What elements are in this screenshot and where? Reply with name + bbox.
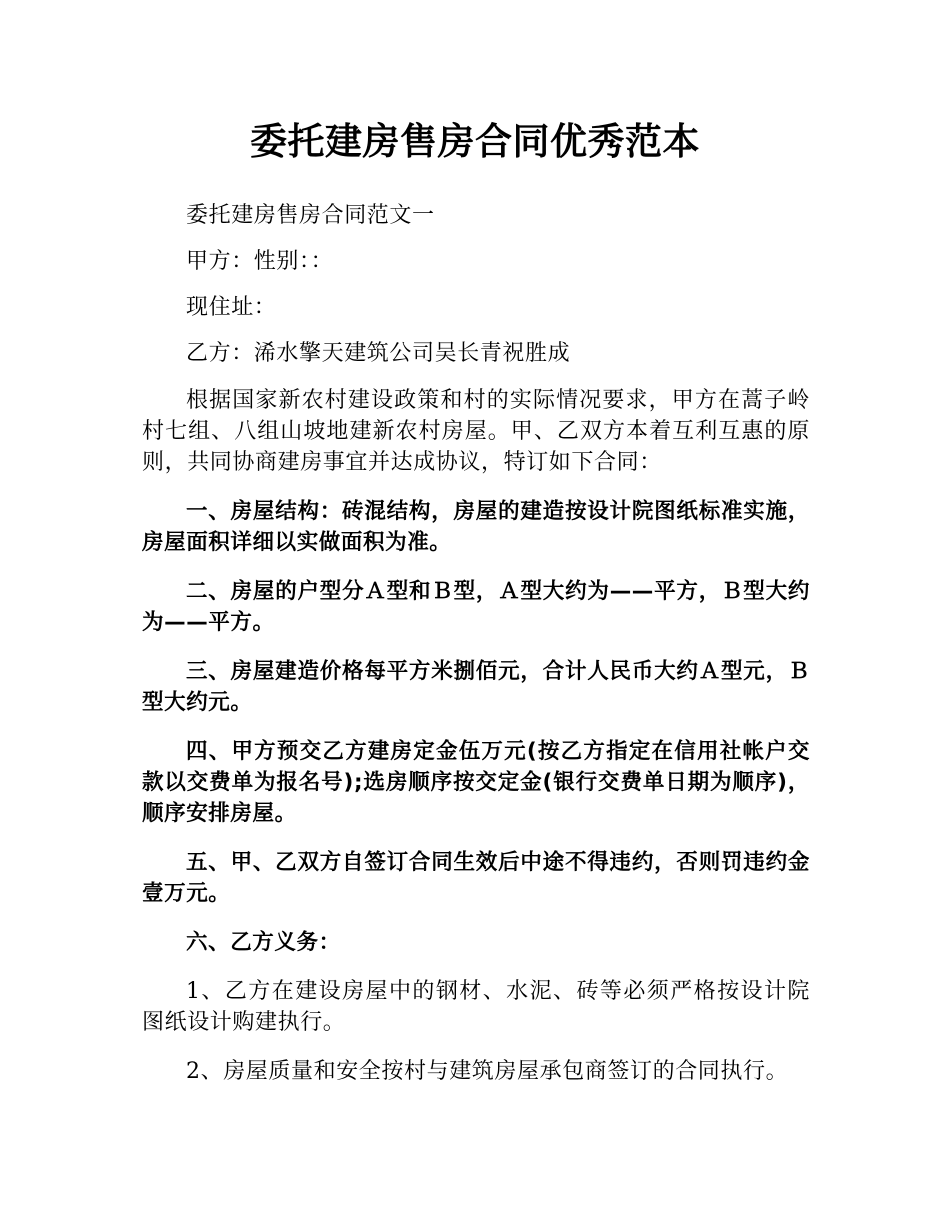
duty-1: 1、乙方在建设房屋中的钢材、水泥、砖等必须严格按设计院图纸设计购建执行。 xyxy=(142,979,810,1035)
clause-2: 二、房屋的户型分Ａ型和Ｂ型，Ａ型大约为——平方，Ｂ型大约为——平方。 xyxy=(142,579,810,635)
document-title: 委托建房售房合同优秀范本 xyxy=(250,120,700,163)
paragraph-address: 现住址： xyxy=(186,295,277,320)
paragraph-heading: 委托建房售房合同范文一 xyxy=(186,203,435,228)
paragraph-preamble: 根据国家新农村建设政策和村的实际情况要求，甲方在蒿子岭村七组、八组山坡地建新农村房屋。甲、乙双方本着互利互惠的原则，共同协商建房事宜并达成协议，特订如下合同： xyxy=(142,388,810,475)
clause-3: 三、房屋建造价格每平方米捌佰元，合计人民币大约Ａ型元，Ｂ型大约元。 xyxy=(142,659,810,715)
clause-5: 五、甲、乙双方自签订合同生效后中途不得违约，否则罚违约金壹万元。 xyxy=(142,850,810,906)
clause-6: 六、乙方义务： xyxy=(186,930,341,955)
document-body xyxy=(142,200,810,1087)
duty-2: 2、房屋质量和安全按村与建筑房屋承包商签订的合同执行。 xyxy=(186,1059,789,1084)
clause-1: 一、房屋结构：砖混结构，房屋的建造按设计院图纸标准实施，房屋面积详细以实做面积为准。 xyxy=(142,499,810,555)
paragraph-party-b: 乙方：浠水擎天建筑公司吴长青祝胜成 xyxy=(186,341,571,366)
paragraph-party-a: 甲方：性别：： xyxy=(186,249,334,274)
clause-4: 四、甲方预交乙方建房定金伍万元(按乙方指定在信用社帐户交款以交费单为报名号);选房顺序按交定金(银行交费单日期为顺序)，顺序安排房屋。 xyxy=(142,739,810,826)
